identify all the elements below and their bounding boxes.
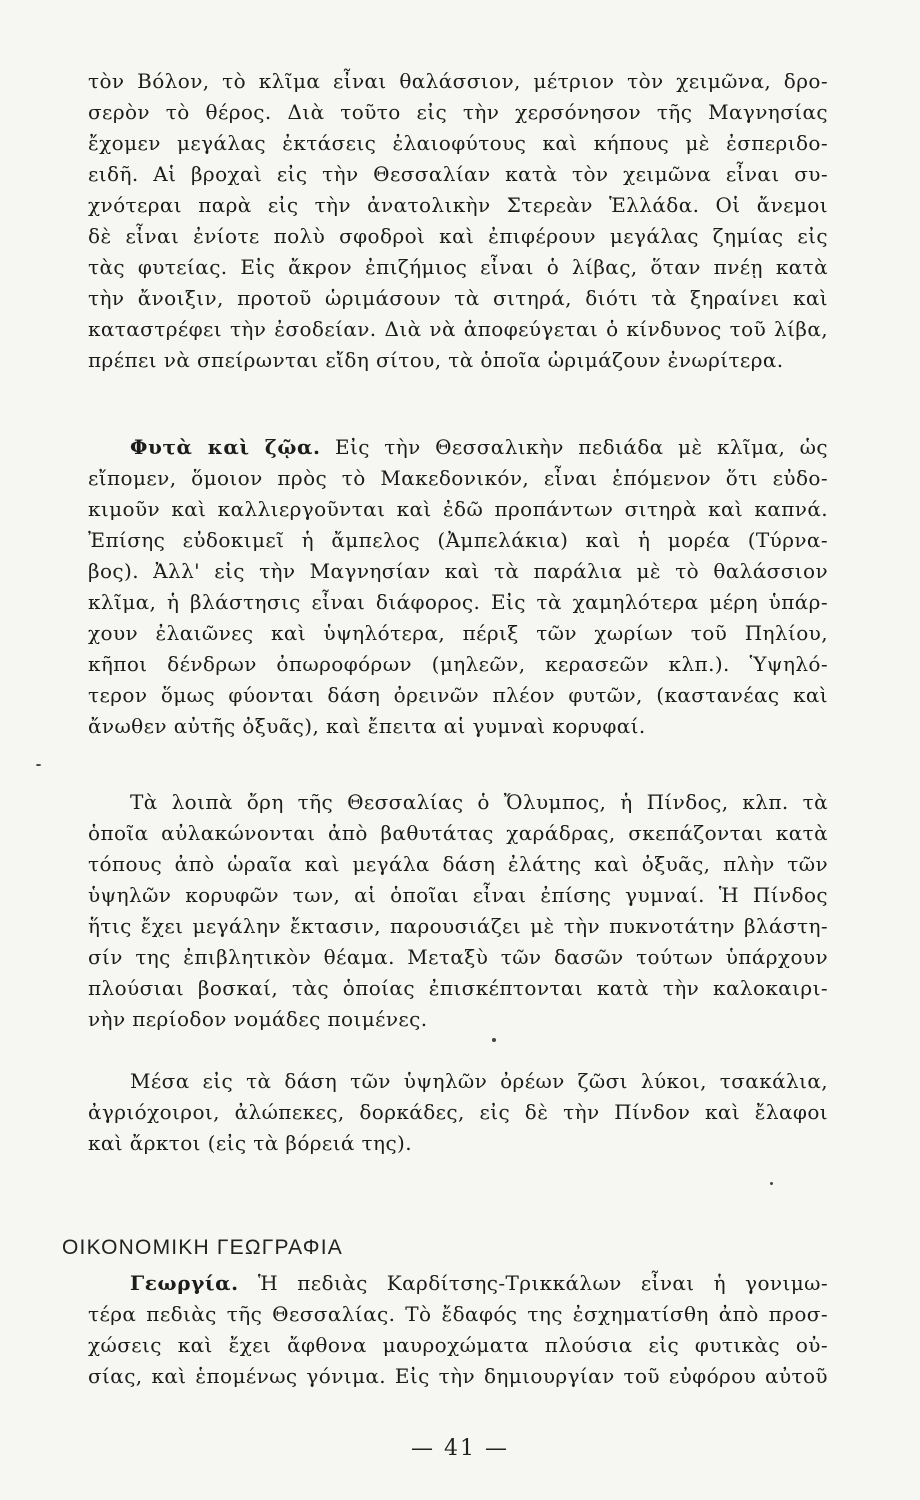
paragraph-mountains [88,787,828,1035]
paragraph-agriculture [88,1268,828,1392]
text-line: τερον ὅμως φύονται δάση ὀρεινῶν πλέον φυτῶν, (καστανέας καὶ [88,683,828,707]
text-line [88,1268,828,1299]
scan-speck [770,1182,773,1185]
page-number: — 41 — [411,1436,509,1461]
text-line: χώσεις καὶ ἔχει ἄφθονα μαυροχώματα πλούσια εἰς φυτικὰς οὐ- [88,1333,828,1357]
text-line: σίας, καὶ ἑπομένως γόνιμα. Εἰς τὴν δημιουργίαν τοῦ εὐφόρου αὐτοῦ [88,1364,828,1388]
text-line: ειδῆ. Αἱ βροχαὶ εἰς τὴν Θεσσαλίαν κατὰ τὸν χειμῶνα εἶναι συ- [88,162,828,186]
text-line: κιμοῦν καὶ καλλιεργοῦνται καὶ ἐδῶ προπάντων σιτηρὰ καὶ καπνά. [88,497,828,521]
paragraph-lead-heading: Γεωργία. [130,1271,239,1295]
text-line: ἄνωθεν αὐτῆς ὀξυᾶς), καὶ ἔπειτα αἱ γυμναὶ κορυφαί. [88,714,646,738]
text-line: χουν ἐλαιῶνες καὶ ὑψηλότερα, πέριξ τῶν χωρίων τοῦ Πηλίου, [88,621,828,645]
text-line: νὴν περίοδον νομάδες ποιμένες. [88,1007,428,1031]
text-line: σίν της ἐπιβλητικὸν θέαμα. Μεταξὺ τῶν δασῶν τούτων ὑπάρχουν [88,945,828,969]
text-line: εἴπομεν, ὅμοιον πρὸς τὸ Μακεδονικόν, εἶναι ἑπόμενον ὅτι εὐδο- [88,466,828,490]
text-line: τὰς φυτείας. Εἰς ἄκρον ἐπιζήμιος εἶναι ὁ λίβας, ὅταν πνέῃ κατὰ [88,255,828,279]
text-line: Ἐπίσης εὐδοκιμεῖ ἡ ἄμπελος (Ἀμπελάκια) καὶ ἡ μορέα (Τύρνα- [88,528,828,552]
scan-speck [492,1038,496,1042]
paragraph-lead-heading: Φυτὰ καὶ ζῷα. [130,435,321,459]
text-line: Μέσα εἰς τὰ δάση τῶν ὑψηλῶν ὀρέων ζῶσι λύκοι, τσακάλια, [130,1069,828,1093]
text-line [88,432,828,463]
paragraph-plants-animals [88,432,828,742]
text-line: κλῖμα, ἡ βλάστησις εἶναι διάφορος. Εἰς τὰ χαμηλότερα μέρη ὑπάρ- [88,590,828,614]
text-line: ὁποῖα αὐλακώνονται ἀπὸ βαθυτάτας χαράδρας, σκεπάζονται κατὰ [88,821,828,845]
text-line: καὶ ἄρκτοι (εἰς τὰ βόρειά της). [88,1131,413,1155]
section-heading: ΟΙΚΟΝΟΜΙΚΗ ΓΕΩΓΡΑΦΙΑ [62,1236,343,1259]
text-line: καταστρέφει τὴν ἐσοδείαν. Διὰ νὰ ἀποφεύγεται ὁ κίνδυνος τοῦ λίβα, [88,317,828,341]
scan-speck [36,764,41,766]
text-line: ὑψηλῶν κορυφῶν των, αἱ ὁποῖαι εἶναι ἐπίσης γυμναί. Ἡ Πίνδος [88,883,828,907]
text-line: πλούσιαι βοσκαί, τὰς ὁποίας ἐπισκέπτονται κατὰ τὴν καλοκαιρι- [88,976,828,1000]
text-line: ἀγριόχοιροι, ἀλώπεκες, δορκάδες, εἰς δὲ τὴν Πίνδον καὶ ἔλαφοι [88,1100,828,1124]
text-line: τέρα πεδιὰς τῆς Θεσσαλίας. Τὸ ἔδαφός της ἐσχηματίσθη ἀπὸ προσ- [88,1302,828,1326]
text-line: τὸν Βόλον, τὸ κλῖμα εἶναι θαλάσσιον, μέτριον τὸν χειμῶνα, δρο- [88,69,828,93]
text-line: ἔχομεν μεγάλας ἐκτάσεις ἐλαιοφύτους καὶ κήπους μὲ ἐσπεριδο- [88,131,828,155]
text-line: πρέπει νὰ σπείρωνται εἴδη σίτου, τὰ ὁποῖα ὡριμάζουν ἐνωρίτερα. [88,348,784,372]
paragraph-wildlife [88,1066,828,1159]
text-line: βος). Ἀλλ' εἰς τὴν Μαγνησίαν καὶ τὰ παράλια μὲ τὸ θαλάσσιον [88,559,828,583]
text-line: σερὸν τὸ θέρος. Διὰ τοῦτο εἰς τὴν χερσόνησον τῆς Μαγνησίας [88,100,828,124]
text-line: τόπους ἀπὸ ὡραῖα καὶ μεγάλα δάση ἐλάτης καὶ ὀξυᾶς, πλὴν τῶν [88,852,828,876]
text-run: Ἡ πεδιὰς Καρδίτσης-Τρικκάλων εἶναι ἡ γονιμω- [238,1271,828,1295]
text-line: τὴν ἄνοιξιν, προτοῦ ὡριμάσουν τὰ σιτηρά, διότι τὰ ξηραίνει καὶ [88,286,828,310]
paragraph-climate [88,66,828,376]
text-line: Τὰ λοιπὰ ὄρη τῆς Θεσσαλίας ὁ Ὄλυμπος, ἡ Πίνδος, κλπ. τὰ [130,790,828,814]
text-line: κῆποι δένδρων ὀπωροφόρων (μηλεῶν, κερασεῶν κλπ.). Ὑψηλό- [88,652,828,676]
text-line: δὲ εἶναι ἐνίοτε πολὺ σφοδροὶ καὶ ἐπιφέρουν μεγάλας ζημίας εἰς [88,224,828,248]
text-line: ἥτις ἔχει μεγάλην ἔκτασιν, παρουσιάζει μὲ τὴν πυκνοτάτην βλάστη- [88,914,828,938]
text-line: χνότεραι παρὰ εἰς τὴν ἀνατολικὴν Στερεὰν Ἑλλάδα. Οἱ ἄνεμοι [88,193,828,217]
text-run: Εἰς τὴν Θεσσαλικὴν πεδιάδα μὲ κλῖμα, ὡς [320,435,828,459]
